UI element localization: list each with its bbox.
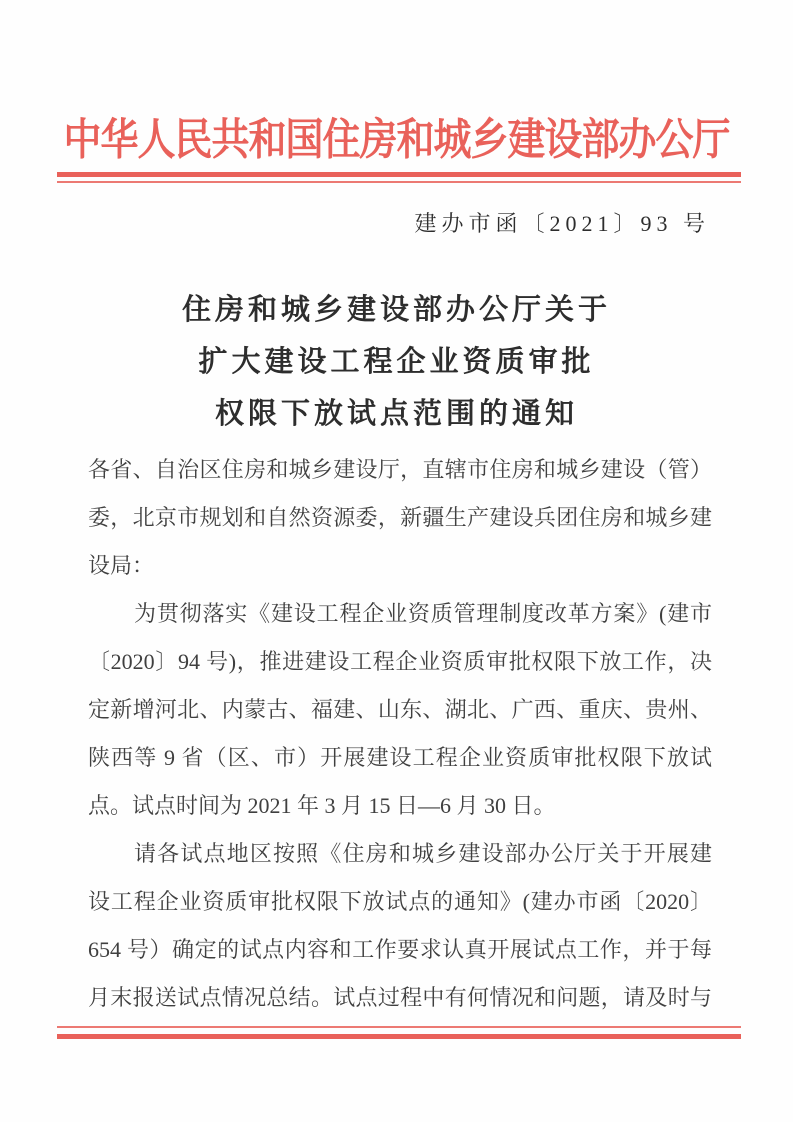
document-body — [88, 446, 712, 1022]
letterhead-divider-thin-line — [57, 181, 741, 183]
body-line: 委，北京市规划和自然资源委，新疆生产建设兵团住房和城乡建 — [88, 505, 712, 530]
footer-divider-thick-line — [57, 1034, 741, 1039]
body-line: 设工程企业资质审批权限下放试点的通知》(建办市函〔2020〕 — [88, 889, 712, 914]
document-title — [0, 284, 793, 440]
body-line: 请各试点地区按照《住房和城乡建设部办公厅关于开展建 — [134, 841, 712, 866]
footer-divider — [57, 1026, 741, 1039]
document-title-line: 住房和城乡建设部办公厅关于 — [181, 294, 611, 326]
body-line: 〔2020〕94 号)，推进建设工程企业资质审批权限下放工作，决 — [88, 649, 712, 674]
body-line: 各省、自治区住房和城乡建设厅，直辖市住房和城乡建设（管） — [88, 457, 712, 482]
footer-divider-thin-line — [57, 1026, 741, 1028]
body-line: 定新增河北、内蒙古、福建、山东、湖北、广西、重庆、贵州、 — [88, 697, 712, 722]
document-number: 建办市函〔2021〕93 号 — [414, 211, 710, 236]
body-line: 陕西等 9 省（区、市）开展建设工程企业资质审批权限下放试 — [88, 745, 712, 770]
document-title-line: 扩大建设工程企业资质审批 — [198, 346, 595, 378]
body-line: 点。试点时间为 2021 年 3 月 15 日—6 月 30 日。 — [88, 793, 556, 818]
document-title-line: 权限下放试点范围的通知 — [214, 398, 578, 430]
letterhead-org-title: 中华人民共和国住房和城乡建设部办公厅 — [63, 116, 730, 165]
body-line: 月末报送试点情况总结。试点过程中有何情况和问题，请及时与 — [88, 985, 712, 1010]
body-line: 为贯彻落实《建设工程企业资质管理制度改革方案》(建市 — [134, 601, 712, 626]
letterhead-divider — [57, 172, 741, 183]
body-line: 654 号）确定的试点内容和工作要求认真开展试点工作，并于每 — [88, 937, 712, 962]
letterhead-divider-thick-line — [57, 172, 741, 177]
body-line: 设局： — [88, 553, 155, 578]
